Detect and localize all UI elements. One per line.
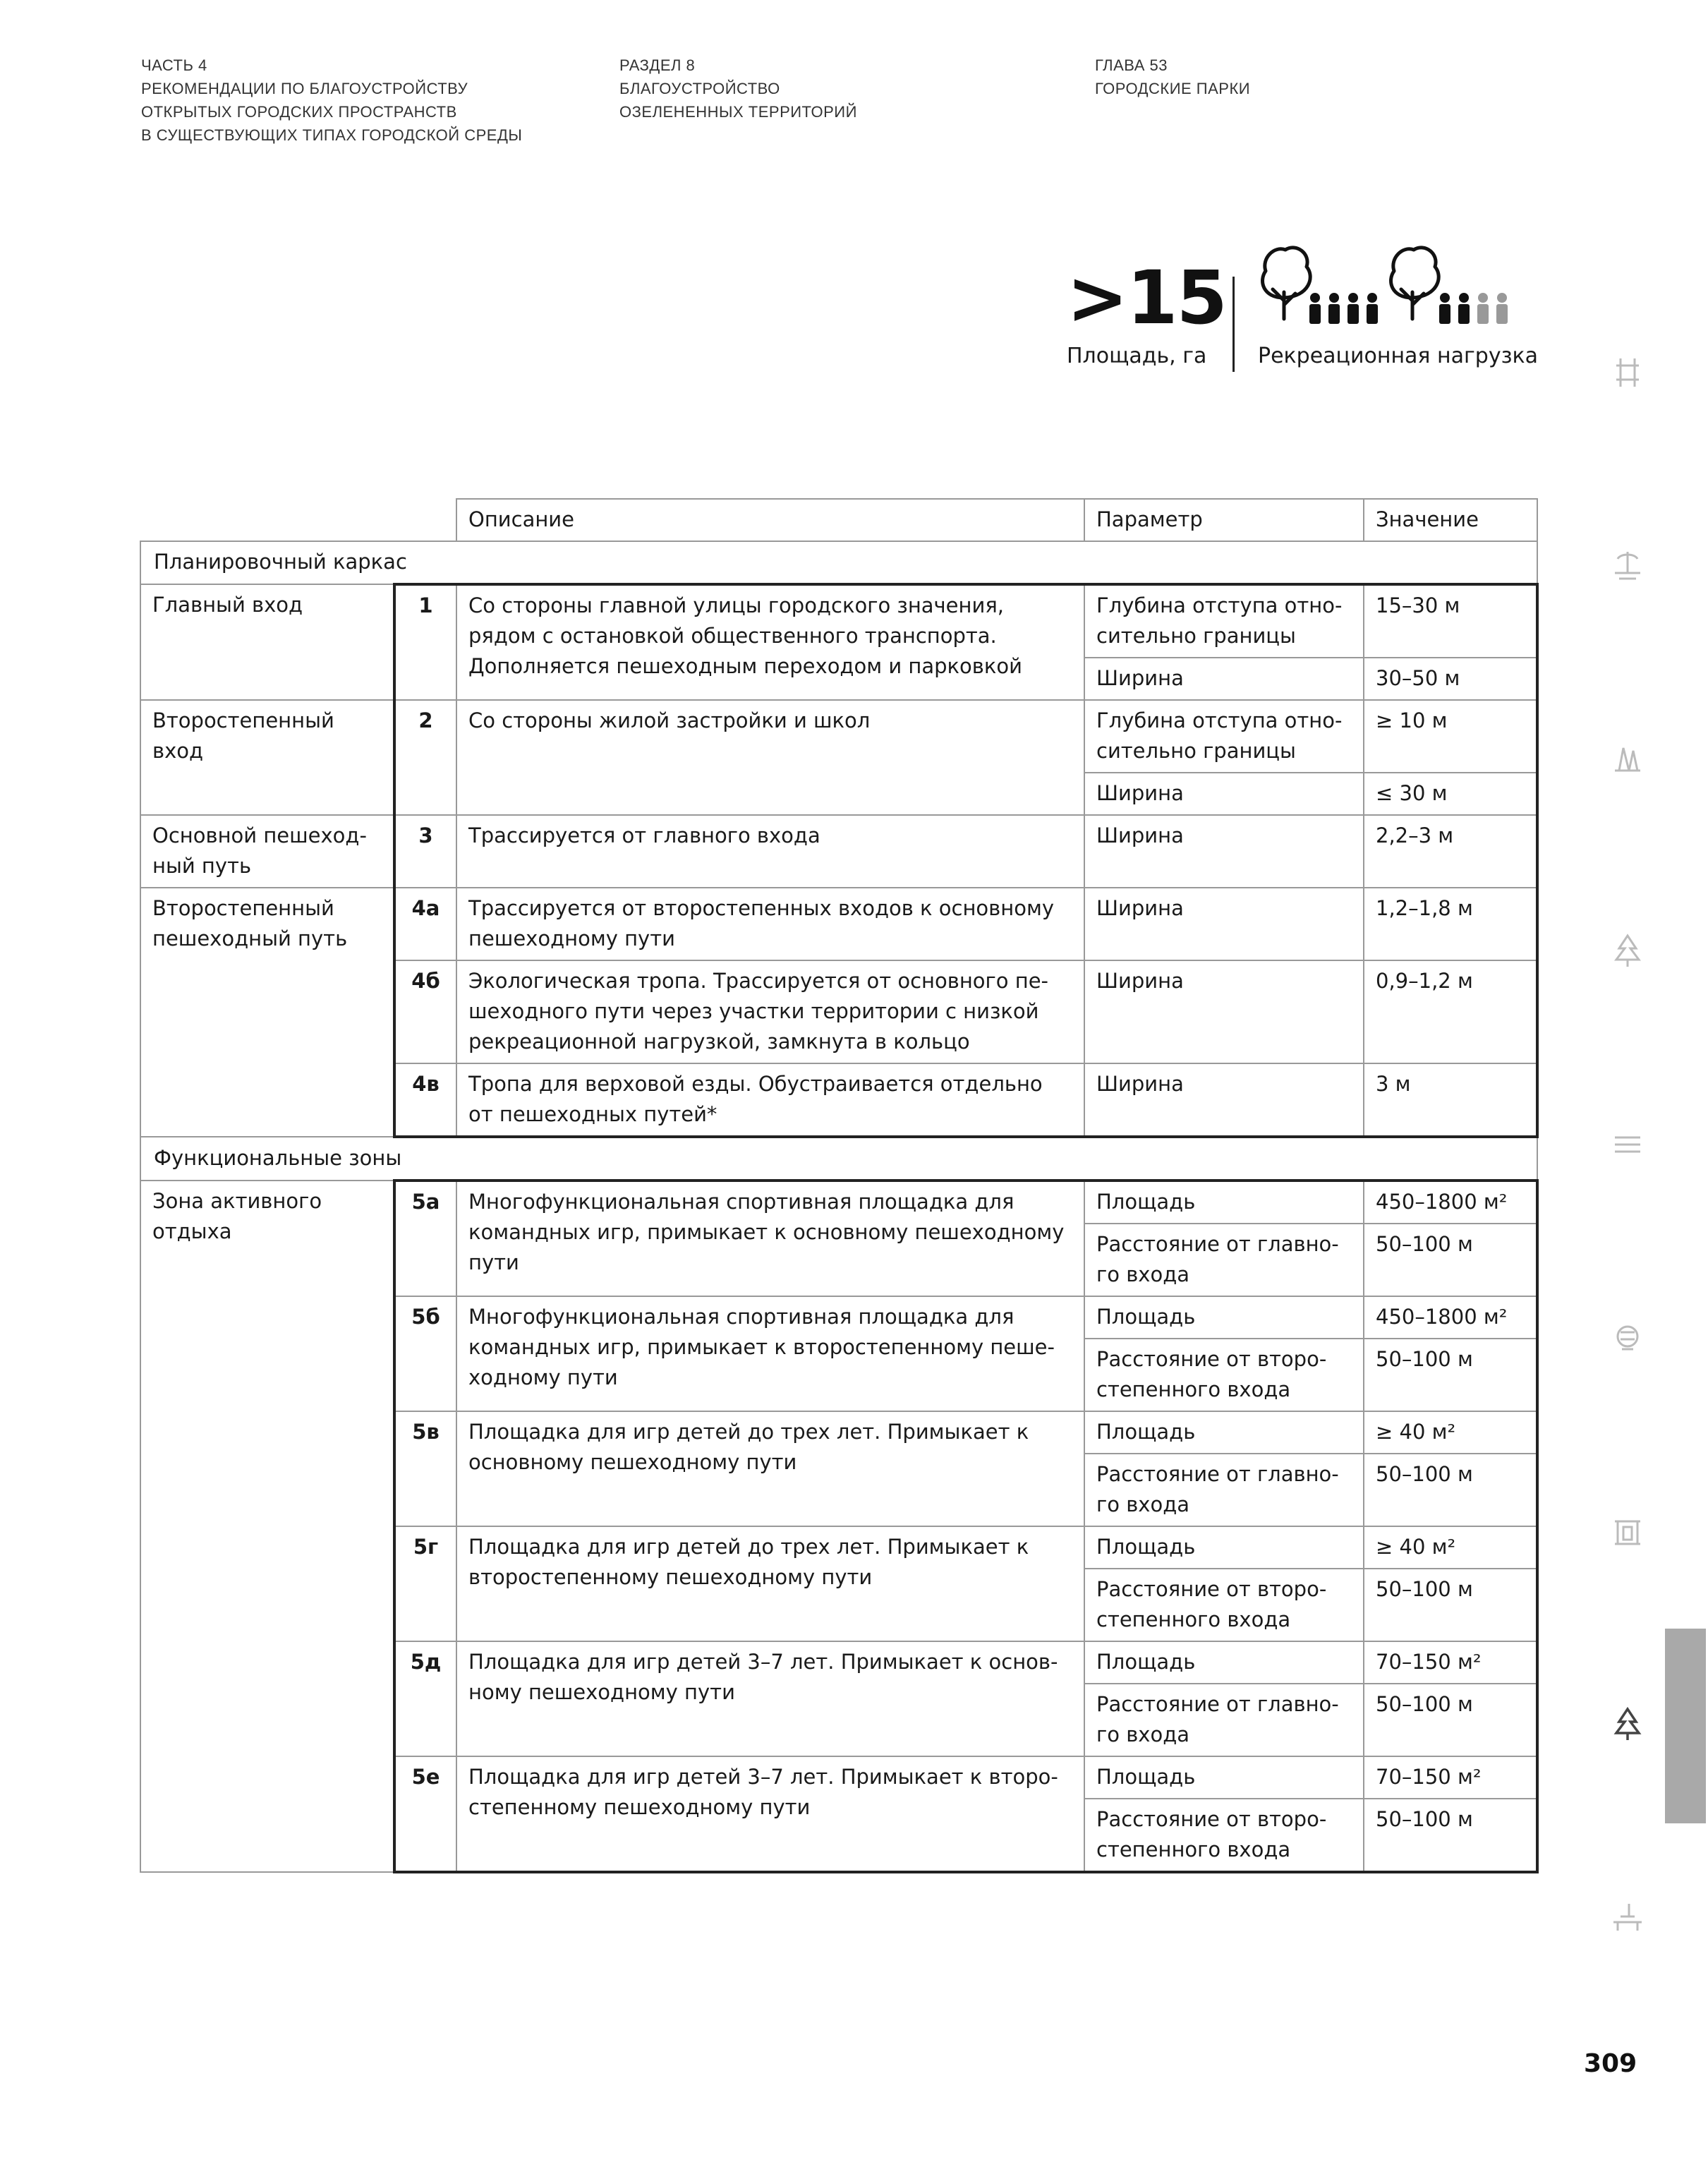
item-description: Тропа для верховой езды. Обустраивается отдельно от пешеходных путей* bbox=[456, 1063, 1084, 1137]
param-value: 30–50 м bbox=[1364, 658, 1537, 700]
section-title: Функциональные зоны bbox=[140, 1137, 1537, 1181]
param-name: Расстояние от второ-степенного входа bbox=[1084, 1339, 1364, 1411]
param-value: 2,2–3 м bbox=[1364, 815, 1537, 888]
group-name-cell: Главный вход bbox=[140, 584, 394, 700]
header-chapter-line: ГОРОДСКИЕ ПАРКИ bbox=[1095, 80, 1251, 97]
item-number: 3 bbox=[394, 815, 456, 888]
table-header-row bbox=[140, 499, 1537, 541]
table-row bbox=[140, 1181, 1537, 1224]
item-description: Со стороны главной улицы городского значения, рядом с остановкой общественного транспорта. Дополняется пешеходным переходом и парковкой bbox=[456, 584, 1084, 700]
header-section-line: ОЗЕЛЕНЕННЫХ ТЕРРИТОРИЙ bbox=[619, 103, 857, 121]
param-value: ≥ 40 м² bbox=[1364, 1526, 1537, 1569]
item-number: 5б bbox=[394, 1296, 456, 1411]
param-name: Расстояние от главно-го входа bbox=[1084, 1684, 1364, 1756]
header-part bbox=[141, 54, 522, 147]
param-name: Глубина отступа отно-сительно границы bbox=[1084, 584, 1364, 658]
header-chapter bbox=[1095, 54, 1250, 100]
header-description: Описание bbox=[456, 499, 1084, 541]
bench-icon[interactable] bbox=[1608, 1897, 1647, 1936]
tree-icon-active[interactable] bbox=[1608, 1705, 1647, 1744]
item-number: 5г bbox=[394, 1526, 456, 1641]
header-value: Значение bbox=[1364, 499, 1537, 541]
load-label: Рекреационная нагрузка bbox=[1258, 344, 1539, 368]
header-section-line: РАЗДЕЛ 8 bbox=[619, 56, 696, 74]
flower-bed-icon[interactable] bbox=[1608, 1318, 1647, 1358]
section-row bbox=[140, 1137, 1537, 1181]
recreational-load-icon bbox=[1256, 240, 1510, 339]
param-value: 50–100 м bbox=[1364, 1454, 1537, 1526]
shrub-icon[interactable] bbox=[1608, 738, 1647, 778]
param-name: Расстояние от главно-го входа bbox=[1084, 1454, 1364, 1526]
header-part-line: РЕКОМЕНДАЦИИ ПО БЛАГОУСТРОЙСТВУ bbox=[141, 80, 468, 97]
item-description: Площадка для игр детей 3–7 лет. Примыкает к второ-степенному пешеходному пути bbox=[456, 1756, 1084, 1872]
section-title: Планировочный каркас bbox=[140, 541, 1537, 584]
header-part-line: ЧАСТЬ 4 bbox=[141, 56, 207, 74]
item-description: Площадка для игр детей до трех лет. Примыкает к основному пешеходному пути bbox=[456, 1411, 1084, 1526]
grid-icon[interactable] bbox=[1608, 353, 1647, 392]
param-value: 1,2–1,8 м bbox=[1364, 888, 1537, 960]
item-description: Многофункциональная спортивная площадка для командных игр, примыкает к второстепенному пеше-ходному пути bbox=[456, 1296, 1084, 1411]
param-value: 50–100 м bbox=[1364, 1799, 1537, 1872]
area-label: Площадь, га bbox=[1067, 344, 1207, 368]
param-name: Площадь bbox=[1084, 1641, 1364, 1684]
item-description: Трассируется от главного входа bbox=[456, 815, 1084, 888]
item-description: Многофункциональная спортивная площадка для командных игр, примыкает к основному пешеходному пути bbox=[456, 1181, 1084, 1296]
active-chapter-tab[interactable] bbox=[1665, 1629, 1706, 1823]
table-row bbox=[140, 815, 1537, 888]
param-value: 15–30 м bbox=[1364, 584, 1537, 658]
header-part-line: ОТКРЫТЫХ ГОРОДСКИХ ПРОСТРАНСТВ bbox=[141, 103, 457, 121]
param-value: 0,9–1,2 м bbox=[1364, 960, 1537, 1063]
table-row bbox=[140, 888, 1537, 960]
param-value: 50–100 м bbox=[1364, 1339, 1537, 1411]
group-name-cell: Второстепенный пешеходный путь bbox=[140, 888, 394, 1137]
item-number: 5д bbox=[394, 1641, 456, 1756]
param-name: Ширина bbox=[1084, 773, 1364, 815]
param-value: 70–150 м² bbox=[1364, 1756, 1537, 1799]
section-row bbox=[140, 541, 1537, 584]
header-part-line: В СУЩЕСТВУЮЩИХ ТИПАХ ГОРОДСКОЙ СРЕДЫ bbox=[141, 126, 523, 144]
header-blank-cell bbox=[140, 499, 456, 541]
key-figures bbox=[1058, 240, 1552, 374]
fountain-icon[interactable] bbox=[1608, 545, 1647, 584]
header-section bbox=[619, 54, 857, 123]
param-name: Расстояние от второ-степенного входа bbox=[1084, 1799, 1364, 1872]
param-value: 50–100 м bbox=[1364, 1684, 1537, 1756]
pavilion-icon[interactable] bbox=[1608, 1511, 1647, 1551]
item-number: 4б bbox=[394, 960, 456, 1063]
parameters-table bbox=[140, 498, 1539, 1873]
param-value: 50–100 м bbox=[1364, 1224, 1537, 1296]
param-value: 3 м bbox=[1364, 1063, 1537, 1137]
param-name: Площадь bbox=[1084, 1756, 1364, 1799]
param-name: Глубина отступа отно-сительно границы bbox=[1084, 700, 1364, 773]
param-value: 70–150 м² bbox=[1364, 1641, 1537, 1684]
item-description: Со стороны жилой застройки и школ bbox=[456, 700, 1084, 815]
page-number: 309 bbox=[1584, 2049, 1637, 2078]
param-value: ≥ 40 м² bbox=[1364, 1411, 1537, 1454]
param-value: 450–1800 м² bbox=[1364, 1296, 1537, 1339]
param-name: Ширина bbox=[1084, 1063, 1364, 1137]
item-number: 5в bbox=[394, 1411, 456, 1526]
header-chapter-line: ГЛАВА 53 bbox=[1095, 56, 1168, 74]
item-description: Экологическая тропа. Трассируется от основного пе-шеходного пути через участки территории с низкой рекреационной нагрузкой, замкнута в кольцо bbox=[456, 960, 1084, 1063]
header-section-line: БЛАГОУСТРОЙСТВО bbox=[619, 80, 780, 97]
item-number: 4а bbox=[394, 888, 456, 960]
table-row bbox=[140, 700, 1537, 773]
param-value: ≥ 10 м bbox=[1364, 700, 1537, 773]
param-name: Площадь bbox=[1084, 1181, 1364, 1224]
item-number: 5е bbox=[394, 1756, 456, 1872]
param-value: 50–100 м bbox=[1364, 1569, 1537, 1641]
param-value: 450–1800 м² bbox=[1364, 1181, 1537, 1224]
param-name: Площадь bbox=[1084, 1296, 1364, 1339]
item-description: Площадка для игр детей до трех лет. Примыкает к второстепенному пешеходному пути bbox=[456, 1526, 1084, 1641]
lines-icon[interactable] bbox=[1608, 1125, 1647, 1164]
param-name: Расстояние от второ-степенного входа bbox=[1084, 1569, 1364, 1641]
group-name-cell: Зона активного отдыха bbox=[140, 1181, 394, 1872]
param-value: ≤ 30 м bbox=[1364, 773, 1537, 815]
param-name: Ширина bbox=[1084, 888, 1364, 960]
tree-icon[interactable] bbox=[1608, 931, 1647, 971]
param-name: Площадь bbox=[1084, 1411, 1364, 1454]
item-number: 5а bbox=[394, 1181, 456, 1296]
param-name: Ширина bbox=[1084, 815, 1364, 888]
param-name: Расстояние от главно-го входа bbox=[1084, 1224, 1364, 1296]
group-name-cell: Второстепенный вход bbox=[140, 700, 394, 815]
table-grid bbox=[140, 498, 1539, 1873]
item-number: 2 bbox=[394, 700, 456, 815]
item-number: 4в bbox=[394, 1063, 456, 1137]
param-name: Площадь bbox=[1084, 1526, 1364, 1569]
param-name: Ширина bbox=[1084, 960, 1364, 1063]
header-parameter: Параметр bbox=[1084, 499, 1364, 541]
group-name-cell: Основной пешеход-ный путь bbox=[140, 815, 394, 888]
item-number: 1 bbox=[394, 584, 456, 700]
table-row bbox=[140, 584, 1537, 658]
param-name: Ширина bbox=[1084, 658, 1364, 700]
item-description: Площадка для игр детей 3–7 лет. Примыкает к основ-ному пешеходному пути bbox=[456, 1641, 1084, 1756]
key-divider bbox=[1232, 277, 1235, 372]
item-description: Трассируется от второстепенных входов к основному пешеходному пути bbox=[456, 888, 1084, 960]
area-value: >15 bbox=[1067, 255, 1226, 341]
